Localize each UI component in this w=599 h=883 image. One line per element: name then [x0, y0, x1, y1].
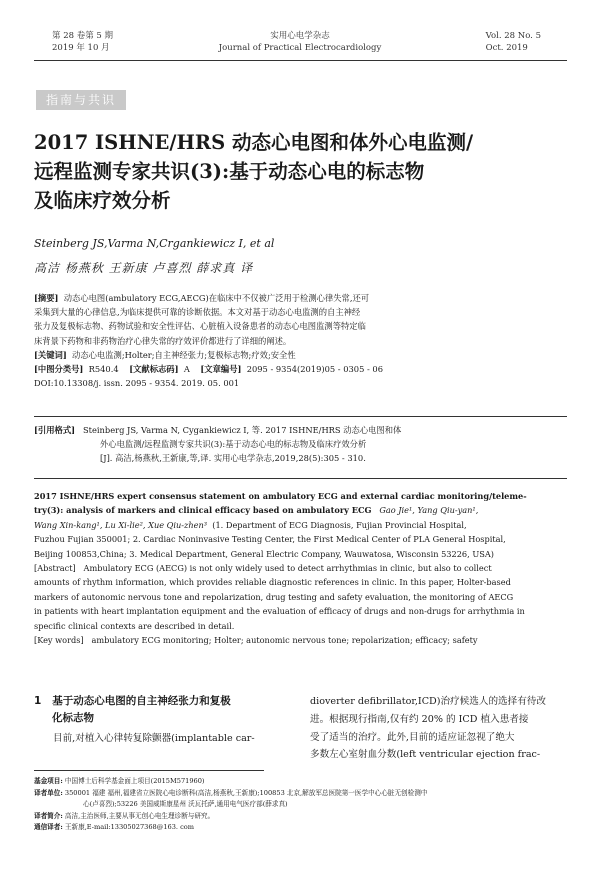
unit-line-1: 350001 福建 福州,福建省立医院心电诊断科(高洁,杨燕秋,王新康);100853 北京,解放军总医院第一医学中心心脏无创检测中 [64, 788, 428, 797]
body-right-line-3: 受了适当的治疗。此外,目前的适应证忽视了绝大 [310, 731, 515, 743]
en-abstract-2: amounts of rhythm information, which provides reliable diagnostic references in clinic. In this paper, Holter-based [34, 577, 511, 588]
authors-en: Steinberg JS,Varma N,Crgankiewicz I, et al [34, 237, 275, 250]
abstract-line-1: 动态心电图(ambulatory ECG,AECG)在临床中不仅被广泛用于检测心律失常,还可 [63, 293, 370, 303]
citation-label: [引用格式] [34, 425, 76, 435]
date-en: Oct. 2019 [485, 43, 528, 53]
en-keywords-label: [Key words] [34, 635, 84, 646]
citation-line-3: [J]. 高洁,杨燕秋,王新康,等,译. 实用心电学杂志,2019,28(5):305 - 310. [100, 453, 366, 464]
abstract-line-4: 床背景下药物和非药物治疗心律失常的疗效评价都进行了详细的阐述。 [34, 335, 292, 346]
english-abstract [34, 489, 571, 647]
title-line-2: 远程监测专家共识(3):基于动态心电的标志物 [34, 160, 425, 183]
body-left-line-1: 目前,对植入心律转复除颤器(implantable car- [53, 733, 255, 744]
body-right-line-2: 进。根据现行指南,仅有约 20% 的 ICD 植入患者接 [310, 713, 529, 725]
journal-name-en: Journal of Practical Electrocardiology [218, 43, 382, 53]
footnote-rule [34, 770, 264, 771]
en-abstract-5: specific clinical contexts are described in detail. [34, 620, 235, 631]
section-1-number: 1 [34, 695, 42, 707]
en-abstract-3: markers of autonomic nervous tone and repolarization, drug testing and safety evaluation, the monitoring of AECG [34, 591, 514, 602]
body-right-line-1: dioverter defibrillator,ICD)治疗候选人的选择有待改 [310, 696, 547, 707]
abstract-rule [34, 416, 567, 417]
clc-label: [中图分类号] [34, 364, 84, 375]
correspondence-text: 王新康,E-mail:13305027368@163. com [64, 823, 195, 832]
bio-label: 译者简介: [34, 811, 63, 820]
unit-line-2: 心(卢喜烈);53226 美国威斯康星州 沃瓦托萨,通用电气医疗部(薛求真) [83, 800, 288, 809]
abstract-cn [34, 291, 571, 390]
authors-cn: 高洁 杨燕秋 王新康 卢喜烈 薛求真 译 [34, 261, 254, 275]
citation-rule [34, 478, 567, 479]
section-tag: 指南与共识 [36, 90, 126, 110]
section-1-heading-1: 基于动态心电图的自主神经张力和复极 [52, 695, 231, 707]
doi: DOI:10.13308/j. issn. 2095 - 9354. 2019. 05. 001 [34, 378, 240, 389]
title-line-3: 及临床疗效分析 [34, 189, 171, 212]
en-affil-1: (1. Department of ECG Diagnosis, Fujian Provincial Hospital, [212, 519, 467, 530]
title-line-1: 2017 ISHNE/HRS 动态心电图和体外心电监测/ [34, 131, 474, 154]
article-no-label: [文章编号] [200, 364, 242, 375]
citation-line-2: 外心电监测/远程监测专家共识(3):基于动态心电的标志物及临床疗效分析 [100, 439, 367, 450]
section-1-heading [34, 693, 296, 727]
abstract-label: [摘要] [34, 293, 59, 303]
running-header-center [200, 30, 400, 54]
classification-row [34, 362, 571, 376]
en-authors-1: Gao Jie¹, Yang Qiu-yan¹, [379, 505, 479, 516]
unit-label: 译者单位: [34, 788, 63, 797]
en-affil-3: Beijing 100853,China; 3. Medical Department, General Electric Company, Wauwatosa, Wisconsin 53226, USA) [34, 548, 494, 559]
en-affil-2: Fuzhou Fujian 350001; 2. Cardiac Noninvasive Testing Center, the First Medical Center of PLA General Hospital, [34, 534, 506, 545]
issue-en: Vol. 28 No. 5 [485, 31, 541, 41]
abstract-line-3: 张力及复极标志物、药物试验和安全性评估、心脏植入设备患者的动态心电图监测等特定临 [34, 321, 366, 332]
doc-code-label: [文献标志码] [129, 364, 179, 375]
citation-line-1: Steinberg JS, Varma N, Cygankiewicz I, 等. 2017 ISHNE/HRS 动态心电图和体 [82, 425, 402, 435]
fund-label: 基金项目: [34, 777, 63, 785]
correspondence-label: 通信译者: [34, 823, 63, 832]
en-keywords: ambulatory ECG monitoring; Holter; autonomic nervous tone; repolarization; efficacy; safety [91, 635, 478, 646]
keywords-cn [34, 348, 571, 362]
date-cn: 2019 年 10 月 [52, 43, 110, 53]
citation-format [34, 423, 571, 466]
keywords-text: 动态心电监测;Holter;自主神经张力;复极标志物;疗效;安全性 [72, 349, 296, 360]
journal-name-cn: 实用心电学杂志 [270, 31, 330, 41]
issue-cn: 第 28 卷第 5 期 [52, 31, 114, 41]
en-abstract-4: in patients with heart implantation equipment and the evaluation of efficacy of drugs and non-drugs for arrhythmia in [34, 606, 525, 617]
footnotes [34, 776, 571, 834]
keywords-label: [关键词] [34, 349, 67, 360]
en-title-1: 2017 ISHNE/HRS expert consensus statement on ambulatory ECG and external cardiac monitoring/teleme- [34, 491, 527, 501]
en-abstract-1: Ambulatory ECG (AECG) is not only widely used to detect arrhythmias in clinic, but also to collect [83, 563, 492, 574]
bio-text: 高洁,主治医师,主要从事无创心电生理诊断与研究。 [64, 811, 215, 820]
body-right-line-4: 多数左心室射血分数(left ventricular ejection frac- [310, 749, 541, 761]
fund-text: 中国博士后科学基金面上项目(2015M571960) [64, 777, 205, 785]
doc-code-value: A [183, 364, 190, 375]
article-title [34, 128, 574, 215]
en-title-2: try(3): analysis of markers and clinical efficacy based on ambulatory ECG [34, 505, 372, 516]
article-no-value: 2095 - 9354(2019)05 - 0305 - 06 [246, 364, 383, 375]
body-left-column [34, 693, 296, 748]
running-header-left [52, 30, 113, 54]
body-right-column [310, 693, 572, 764]
running-header-right [486, 30, 541, 54]
en-abstract-label: [Abstract] [34, 563, 76, 574]
clc-value: R540.4 [88, 364, 119, 375]
en-authors-2: Wang Xin-kang¹, Lu Xi-lie², Xue Qiu-zhen³ [34, 519, 208, 530]
header-rule [34, 60, 567, 61]
abstract-line-2: 采集到大量的心律信息,为临床提供可靠的诊断依据。本文对基于动态心电监测的自主神经 [34, 307, 361, 318]
section-1-heading-2: 化标志物 [52, 712, 94, 724]
